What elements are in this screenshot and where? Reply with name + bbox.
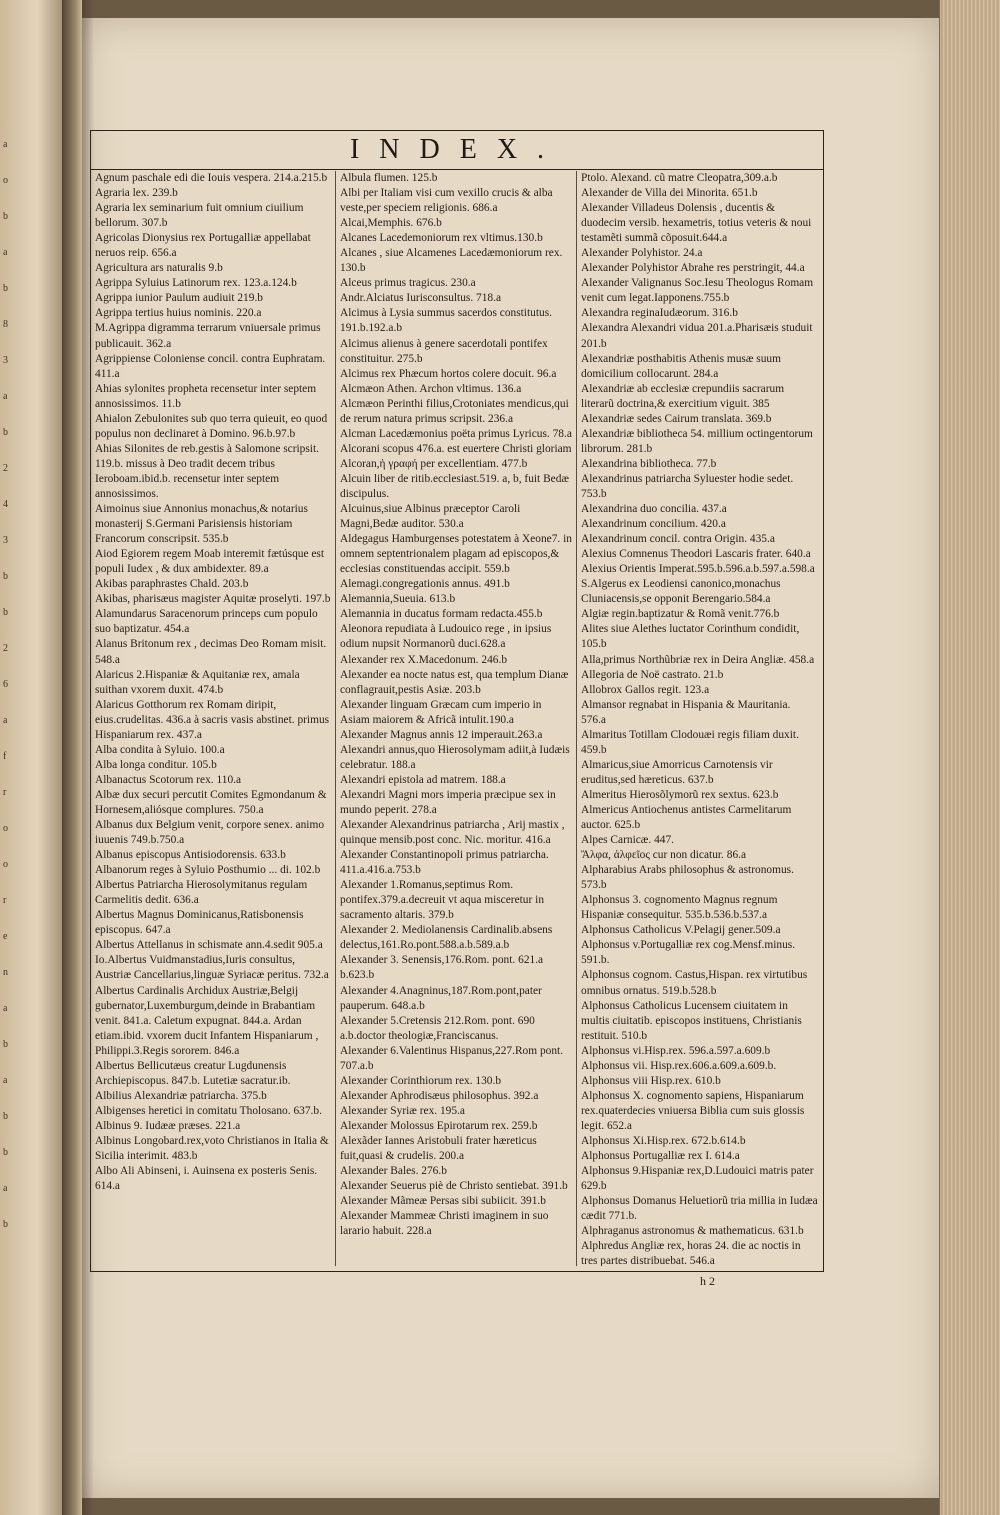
index-entry: Alcmæon Perinthi filius,Crotoniates mendicus,qui de rerum natura primus scripsit. 236.a <box>340 397 569 425</box>
facing-page-fragment: 8 <box>3 319 8 330</box>
index-entry: Almaritus Totillam Clodouæi regis filiam duxit. 459.b <box>581 728 799 756</box>
index-entry: Alexander Mammeæ Christi imaginem in suo larario habuit. 228.a <box>340 1210 549 1238</box>
index-entry: Albinus Longobard.rex,voto Christianos in Italia & Sicilia interimit. 483.b <box>95 1135 329 1163</box>
facing-page-fragment: a <box>3 1003 8 1014</box>
facing-page-fragment: b <box>3 1147 8 1158</box>
index-entry: Albanorum reges à Syluio Posthumio ... di. 102.b <box>95 864 321 877</box>
index-entry: Alexander Constantinopoli primus patriarcha. 411.a.416.a.753.b <box>340 849 549 877</box>
index-entry: Alexandra Alexandri vidua 201.a.Pharisæis studuit 201.b <box>581 322 813 350</box>
index-entry: Agraria lex seminarium fuit omnium ciuilium bellorum. 307.b <box>95 202 304 230</box>
index-entry: Alexandriæ bibliotheca 54. millium octingentorum librorum. 281.b <box>581 427 813 455</box>
index-entry: Alaricus 2.Hispaniæ & Aquitaniæ rex, amala suithan vxorem duxit. 474.b <box>95 668 300 696</box>
index-entry: Agrippa tertius huius nominis. 220.a <box>95 307 262 320</box>
index-entry: Andr.Alciatus Iurisconsultus. 718.a <box>340 292 502 305</box>
facing-page-fragment: 4 <box>3 499 8 510</box>
index-entry: Alphonsus Catholicus V.Pelagij gener.509.a <box>581 924 781 937</box>
index-entry: Alexander Alexandrinus patriarcha , Arij mastix , quinque mensib.post conc. Nic. moritur. 416.a <box>340 819 565 847</box>
index-entry: Alphonsus Catholicus Lucensem ciuitatem in multis ciuitatib. episcopos instituens, Christianis restituit. 510.b <box>581 999 802 1042</box>
index-frame <box>90 130 824 1272</box>
index-entry: Agrippiense Coloniense concil. contra Euphratam. 411.a <box>95 352 326 380</box>
facing-page-fragment: 2 <box>3 643 8 654</box>
index-entry: S.Algerus ex Leodiensi canonico,monachus Cluniacensis,se opponit Berengario.584.a <box>581 578 781 606</box>
index-entry: Ahialon Zebulonites sub quo terra quieuit, eo quod populus non declinaret à Domino. 96.b.97.b <box>95 412 328 440</box>
index-entry: Albertus Bellicutæus creatur Lugdunensis Archiepiscopus. 847.b. Lutetiæ sacratur.ib. <box>95 1059 291 1087</box>
index-entry: Alexander ea nocte natus est, qua templum Dianæ conflagrauit,pestis Asiæ. 203.b <box>340 668 569 696</box>
index-entry: Alceus primus tragicus. 230.a <box>340 277 476 290</box>
index-entry: Alites siue Alethes luctator Corinthum condidit, 105.b <box>581 623 800 651</box>
index-entry: Alexander 3. Senensis,176.Rom. pont. 621.a b.623.b <box>340 954 544 982</box>
index-entry: Almansor regnabat in Hispania & Mauritania. 576.a <box>581 698 791 726</box>
index-entry: Alcmæon Athen. Archon vltimus. 136.a <box>340 382 522 395</box>
facing-page-fragment: r <box>3 895 7 906</box>
index-column-3 <box>576 171 818 1266</box>
index-entry: Alexander Bales. 276.b <box>340 1165 447 1178</box>
index-entry: Alba condita à Syluio. 100.a <box>95 743 225 756</box>
index-entry: Agrippa Syluius Latinorum rex. 123.a.124.b <box>95 277 297 290</box>
index-entry: Alcoran,ἡ γραφή per excellentiam. 477.b <box>340 457 528 470</box>
facing-page-fragment: a <box>3 1183 8 1194</box>
index-entry: Alexander 2. Mediolanensis Cardinalib.absens delectus,161.Ro.pont.588.a.b.589.a.b <box>340 924 553 952</box>
index-entry: Alcorani scopus 476.a. est euertere Christi gloriam <box>340 442 572 455</box>
index-entry: Alexander linguam Græcam cum imperio in Asiam maiorem & Africã intulit.190.a <box>340 698 542 726</box>
index-entry: Alpharabius Arabs philosophus & astronomus. 573.b <box>581 864 794 892</box>
facing-page-fragment: o <box>3 859 8 870</box>
index-entry: Almeritus Hierosõlymorũ rex sextus. 623.b <box>581 788 779 801</box>
index-entry: Alemagi.congregationis annus. 491.b <box>340 578 510 591</box>
index-entry: Ahias sylonites propheta recensetur inter septem annosissimos. 11.b <box>95 382 317 410</box>
index-entry: Alexandrinus patriarcha Syluester hodie sedet. 753.b <box>581 472 794 500</box>
index-entry: Akibas paraphrastes Chald. 203.b <box>95 578 249 591</box>
index-entry: Agnum paschale edi die Iouis vespera. 214.a.215.b <box>95 172 328 184</box>
index-entry: Alexander Polyhistor. 24.a <box>581 247 703 260</box>
index-entry: Alexander Magnus annis 12 imperauit.263.a <box>340 728 543 741</box>
index-entry: Alcanes , siue Alcamenes Lacedæmoniorum rex. 130.b <box>340 247 563 275</box>
facing-page-fragment: 6 <box>3 679 8 690</box>
facing-page-fragment: a <box>3 391 8 402</box>
index-entry: Aldegagus Hamburgenses potestatem à Xeone7. in omnem septentrionalem plagam ad episcopos,& ecclesias constituendas accipit. 559.b <box>340 533 572 576</box>
index-entry: Alexander Corinthiorum rex. 130.b <box>340 1074 502 1087</box>
index-column-2 <box>335 171 572 1266</box>
index-entry: Alexandriæ posthabitis Athenis musæ suum domicilium collocarunt. 284.a <box>581 352 781 380</box>
facing-page-fragment: b <box>3 1111 8 1122</box>
index-entry: Alexander Seuerus piè de Christo sentiebat. 391.b <box>340 1180 568 1193</box>
facing-page-fragment: a <box>3 1075 8 1086</box>
index-entry: Io.Albertus Vuidmanstadius,Iuris consultus, Austriæ Cancellarius,linguæ Syriacæ peritus. 732.a <box>95 954 329 982</box>
facing-page-fragment: 3 <box>3 535 8 546</box>
index-entry: Alexandrina bibliotheca. 77.b <box>581 457 717 470</box>
index-entry: Agrippa iunior Paulum audiuit 219.b <box>95 292 263 305</box>
index-entry: Alphonsus Domanus Heluetiorũ tria millia in Iudæa cædit 771.b. <box>581 1195 818 1223</box>
index-entry: Alexander 1.Romanus,septimus Rom. pontifex.379.a.decreuit vt aqua misceretur in sacramento altaris. 379.b <box>340 879 545 922</box>
index-entry: Alexander 4.Anagninus,187.Rom.pont,pater pauperum. 648.a.b <box>340 984 542 1012</box>
index-entry: Albigenses heretici in comitatu Tholosano. 637.b. <box>95 1104 322 1117</box>
index-entry: Aimoinus siue Annonius monachus,& notarius monasterij S.Germani Parisiensis historiam Francorum conscripsit. 535.b <box>95 503 308 546</box>
index-entry: Alexander Polyhistor Abrahe res perstringit, 44.a <box>581 262 805 275</box>
index-entry: Alphonsus vi.Hisp.rex. 596.a.597.a.609.b <box>581 1044 771 1057</box>
index-page <box>82 18 940 1498</box>
index-entry: Alexandri Magni mors imperia præcipue sex in mundo peperit. 278.a <box>340 788 556 816</box>
facing-page-fragment: b <box>3 1039 8 1050</box>
index-entry: Alpes Carnicæ. 447. <box>581 834 675 847</box>
index-entry: Alexander Mãmeæ Persas sibi subiicit. 391.b <box>340 1195 546 1208</box>
page-title: INDEX. <box>91 131 823 170</box>
facing-page-fragment: o <box>3 823 8 834</box>
facing-page-fragment: f <box>3 751 7 762</box>
index-entry: Alphonsus vii. Hisp.rex.606.a.609.a.609.b. <box>581 1059 777 1072</box>
index-entry: Agricultura ars naturalis 9.b <box>95 262 223 275</box>
index-entry: Alexander Molossus Epirotarum rex. 259.b <box>340 1119 538 1132</box>
fold-shadow <box>82 0 94 1515</box>
facing-page-edge <box>0 0 64 1515</box>
index-entry: Alexandrinum concil. contra Origin. 435.a <box>581 533 775 546</box>
index-entry: Alphonsus cognom. Castus,Hispan. rex virtutibus omnibus ornatus. 519.b.528.b <box>581 969 808 997</box>
index-entry: Agraria lex. 239.b <box>95 187 178 200</box>
index-entry: Agricolas Dionysius rex Portugalliæ appellabat neruos reip. 656.a <box>95 232 311 260</box>
index-entry: Albinus 9. Iudææ præses. 221.a <box>95 1119 241 1132</box>
index-entry: Alcimus rex Phæcum hortos colere docuit. 96.a <box>340 367 557 380</box>
index-entry: Alphonsus viii Hisp.rex. 610.b <box>581 1074 721 1087</box>
facing-page-fragment: n <box>3 967 8 978</box>
index-entry: Albula flumen. 125.b <box>340 172 438 184</box>
index-entry: Albertus Magnus Dominicanus,Ratisbonensis episcopus. 647.a <box>95 909 304 937</box>
index-entry: Albæ dux securi percutit Comites Egmondanum & Hornesem,aliósque complures. 750.a <box>95 788 327 816</box>
facing-page-fragment: r <box>3 787 7 798</box>
index-entry: Alexander 5.Cretensis 212.Rom. pont. 690 a.b.doctor theologiæ,Franciscanus. <box>340 1014 535 1042</box>
facing-page-fragment: b <box>3 1219 8 1230</box>
index-entry: Algiæ regin.baptizatur & Romã venit.776.b <box>581 608 780 621</box>
index-entry: Alexandrina duo concilia. 437.a <box>581 503 727 516</box>
facing-page-fragment: a <box>3 715 8 726</box>
index-entry: Alexander de Villa dei Minorita. 651.b <box>581 187 758 200</box>
index-entry: Ptolo. Alexand. cũ matre Cleopatra,309.a.b <box>581 172 778 184</box>
index-entry: Alcimus alienus à genere sacerdotali pontifex constituitur. 275.b <box>340 337 548 365</box>
index-entry: Alcuinus,siue Albinus præceptor Caroli Magni,Bedæ auditor. 530.a <box>340 503 521 531</box>
index-entry: Alexander Villadeus Dolensis , ducentis & duodecim versib. hexametris, totius veteris & noui testamẽti summã cõposuit.644.a <box>581 202 812 245</box>
index-entry: Albi per Italiam visi cum vexillo crucis & alba veste,per speciem religionis. 686.a <box>340 187 553 215</box>
index-entry: Alexandriæ ab ecclesiæ crepundiis sacrarum literarũ doctrina,& exercitium viguit. 385 <box>581 382 785 410</box>
facing-page-fragment: e <box>3 931 8 942</box>
index-entry: Alla,primus Northũbriæ rex in Deira Angliæ. 458.a <box>581 653 815 666</box>
index-entry: Aleonora repudiata à Ludouico rege , in ipsius odium nupsit Normanorũ duci.628.a <box>340 623 552 651</box>
index-entry: Allegoria de Noë castrato. 21.b <box>581 668 724 681</box>
index-entry: Alexander 6.Valentinus Hispanus,227.Rom pont. 707.a.b <box>340 1044 564 1072</box>
index-entry: Ahias Silonites de reb.gestis à Salomone scripsit. 119.b. missus à Deo tradit decem tribus Ieroboam.ibid.b. recensetur inter septem annosissimos. <box>95 442 319 500</box>
index-entry: Alexander rex X.Macedonum. 246.b <box>340 653 508 666</box>
index-entry: Alphonsus 3. cognomento Magnus regnum Hispaniæ consequitur. 535.b.536.b.537.a <box>581 894 778 922</box>
page-edges <box>939 0 1000 1515</box>
index-entry: Alcuin liber de ritib.ecclesiast.519. a, b, fuit Bedæ discipulus. <box>340 472 570 500</box>
facing-page-fragment: b <box>3 607 8 618</box>
index-entry: Ἄλφα, ἀλφεῖος cur non dicatur. 86.a <box>581 849 747 862</box>
index-entry: Alexandri epistola ad matrem. 188.a <box>340 773 506 786</box>
index-entry: Alphonsus Xi.Hisp.rex. 672.b.614.b <box>581 1135 746 1147</box>
index-entry: Almericus Antiochenus antistes Carmelitarum auctor. 625.b <box>581 803 792 832</box>
facing-page-fragment: b <box>3 211 8 222</box>
index-entry: Albertus Cardinalis Archidux Austriæ,Belgij gubernator,Luxemburgum,deinde in Brabantiam venit. 841.a. Caletum expugnat. 844.a. Ardan etiam.ibid. vxorem ducit Infantem Hispaniarum , Philippi.3.Regis sororem. 846.a <box>95 984 319 1057</box>
index-entry: Alphonsus v.Portugalliæ rex cog.Mensf.minus. 591.b. <box>581 939 796 967</box>
index-entry: Albanus dux Belgium venit, corpore senex. animo iuuenis 749.b.750.a <box>95 819 325 847</box>
index-entry: Alcanes Lacedemoniorum rex vltimus.130.b <box>340 232 543 245</box>
index-entry: Alphraganus astronomus & mathematicus. 631.b <box>581 1225 804 1238</box>
facing-page-fragment: 2 <box>3 463 8 474</box>
index-entry: Alamundarus Saracenorum princeps cum populo suo baptizatur. 454.a <box>95 608 318 636</box>
facing-page-fragment: o <box>3 175 8 186</box>
facing-page-fragment: a <box>3 139 8 150</box>
index-entry: Alaricus Gotthorum rex Romam diripit, eius.crudelitas. 436.a à sacris vasis abstinet. primus Hispaniarum rex. 437.a <box>95 698 330 741</box>
index-entry: Alphredus Angliæ rex, horas 24. die ac noctis in tres partes distribuebat. 546.a <box>581 1240 801 1266</box>
index-entry: Alexandrinum concilium. 420.a <box>581 518 726 531</box>
index-entry: Alphonsus X. cognomento sapiens, Hispaniarum rex.quaterdecies vniuersa Biblia cum suis glossis legit. 652.a <box>581 1089 805 1132</box>
index-entry: Almaricus,siue Amorricus Carnotensis vir eruditus,sed hæreticus. 637.b <box>581 758 773 786</box>
index-entry: Aiod Egiorem regem Moab interemit fætúsque est populi Iudex , & dux ambidexter. 89.a <box>95 548 325 576</box>
index-entry: Alexander Syriæ rex. 195.a <box>340 1104 465 1117</box>
facing-page-fragment: a <box>3 247 8 258</box>
index-entry: Alba longa conditur. 105.b <box>95 758 217 771</box>
index-entry: Alexãder Iannes Aristobuli frater hæreticus fuit,quasi & crudelis. 200.a <box>340 1135 537 1163</box>
index-entry: Albanus episcopus Antisiodorensis. 633.b <box>95 849 286 862</box>
facing-page-fragment: b <box>3 283 8 294</box>
index-entry: Alemannia in ducatus formam redacta.455.b <box>340 608 543 621</box>
index-entry: Alcimus à Lysia summus sacerdos constitutus. 191.b.192.a.b <box>340 307 552 335</box>
index-entry: Alexandriæ sedes Cairum translata. 369.b <box>581 412 772 425</box>
book-gutter <box>62 0 82 1515</box>
index-column-1 <box>95 171 331 1266</box>
index-entry: Akibas, pharisæus magister Aquitæ proselyti. 197.b <box>95 593 331 606</box>
index-entry: Albertus Patriarcha Hierosolymitanus regulam Carmelitis dedit. 636.a <box>95 879 308 907</box>
index-entry: Alexius Orientis Imperat.595.b.596.a.b.597.a.598.a <box>581 563 815 576</box>
index-entry: Albanactus Scotorum rex. 110.a <box>95 773 242 786</box>
index-entry: Alcman Lacedæmonius poëta primus Lyricus. 78.a <box>340 427 572 440</box>
index-entry: Alexius Comnenus Theodori Lascaris frater. 640.a <box>581 548 811 561</box>
facing-page-fragment: b <box>3 571 8 582</box>
index-entry: Alanus Britonum rex , decimas Deo Romam misit. 548.a <box>95 638 327 666</box>
index-entry: Alexander Valignanus Soc.Iesu Theologus Romam venit cum legat.Iapponens.755.b <box>581 277 814 305</box>
index-entry: Alexandri annus,quo Hierosolymam adiit,à Iudæis celebratur. 188.a <box>340 743 570 771</box>
index-entry: Allobrox Gallos regit. 123.a <box>581 683 710 696</box>
facing-page-fragment: b <box>3 427 8 438</box>
signature-mark: h 2 <box>700 1274 715 1288</box>
index-entry: Albertus Attellanus in schismate ann.4.sedit 905.a <box>95 939 323 952</box>
index-entry: Alemannia,Sueuia. 613.b <box>340 593 456 606</box>
index-entry: M.Agrippa digramma terrarum vniuersale primus publicauit. 362.a <box>95 322 321 350</box>
index-entry: Alexander Aphrodisæus philosophus. 392.a <box>340 1089 539 1102</box>
index-entry: Alcai,Memphis. 676.b <box>340 217 442 230</box>
facing-page-fragment: 3 <box>3 355 8 366</box>
index-entry: Alexandra reginaIudæorum. 316.b <box>581 307 738 320</box>
index-entry: Albilius Alexandriæ patriarcha. 375.b <box>95 1089 267 1102</box>
index-entry: Alphonsus 9.Hispaniæ rex,D.Ludouici matris pater 629.b <box>581 1165 814 1193</box>
index-entry: Alphonsus Portugalliæ rex I. 614.a <box>581 1150 740 1163</box>
index-entry: Albo Ali Abinseni, i. Auinsena ex posteris Senis. 614.a <box>95 1165 318 1193</box>
